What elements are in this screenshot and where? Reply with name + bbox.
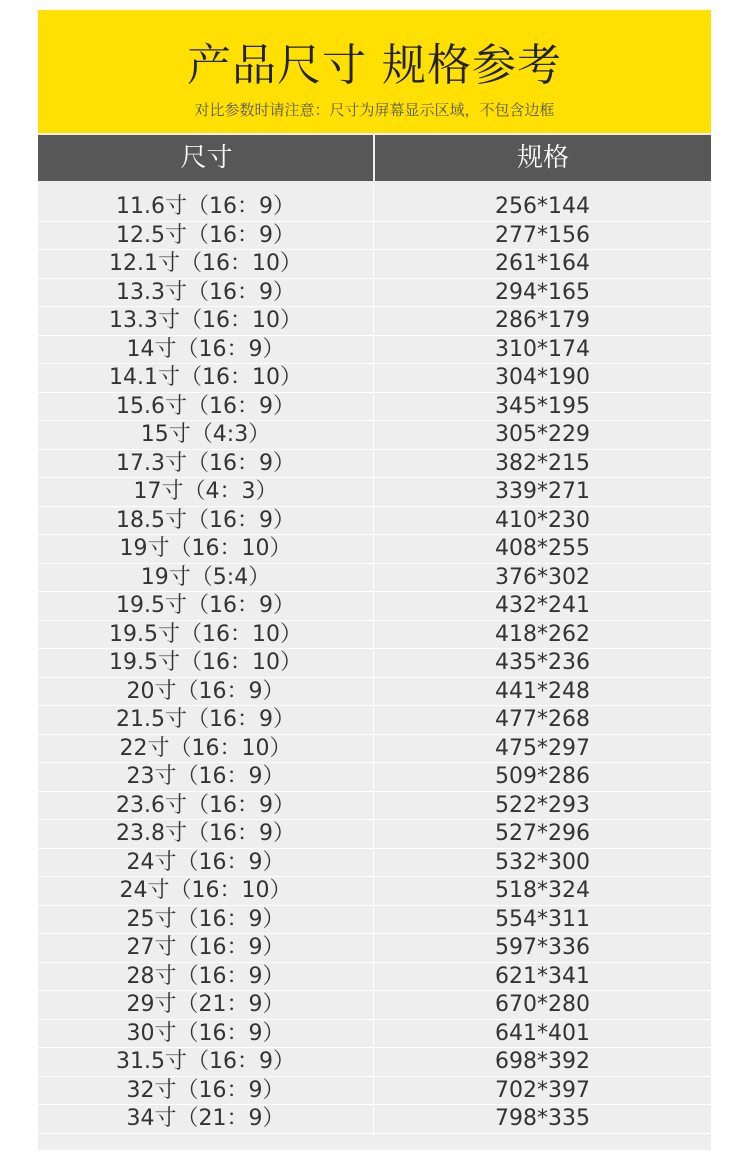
cell-size: 23.8寸（16：9） xyxy=(116,821,295,846)
cell-size: 24寸（16：9） xyxy=(126,849,285,875)
cell-size: 18.5寸（16：9） xyxy=(116,507,295,533)
cell-spec: 518*324 xyxy=(495,878,590,903)
table-row xyxy=(38,478,711,507)
table-row xyxy=(38,763,711,792)
cell-spec: 441*248 xyxy=(495,678,590,704)
cell-size: 23寸（16：9） xyxy=(126,764,285,789)
cell-size: 12.5寸（16：9） xyxy=(116,222,295,248)
column-header-spec: 规格 xyxy=(516,143,569,173)
table-row xyxy=(38,877,711,906)
cell-spec: 305*229 xyxy=(495,422,590,447)
table-row xyxy=(38,906,711,935)
table-row xyxy=(38,307,711,336)
cell-spec: 304*190 xyxy=(495,365,590,390)
table-row xyxy=(38,820,711,849)
cell-size: 28寸（16：9） xyxy=(126,963,285,989)
cell-size: 13.3寸（16：10） xyxy=(109,308,302,333)
table-row xyxy=(38,450,711,479)
cell-size: 11.6寸（16：9） xyxy=(116,194,295,219)
table-row xyxy=(38,535,711,564)
cell-spec: 641*401 xyxy=(495,1020,590,1046)
cell-size: 14.1寸（16：10） xyxy=(109,365,302,390)
cell-spec: 597*336 xyxy=(495,935,590,960)
cell-size: 19寸（5:4） xyxy=(140,564,271,590)
cell-size: 23.6寸（16：9） xyxy=(116,792,295,818)
cell-spec: 261*164 xyxy=(495,251,590,276)
cell-size: 19.5寸（16：10） xyxy=(109,621,302,647)
cell-spec: 435*236 xyxy=(495,650,590,675)
cell-size: 17.3寸（16：9） xyxy=(116,450,295,476)
cell-spec: 432*241 xyxy=(495,593,590,618)
cell-spec: 410*230 xyxy=(495,507,590,533)
table-row xyxy=(38,1077,711,1106)
table-row xyxy=(38,507,711,536)
table-row xyxy=(38,1020,711,1049)
cell-spec: 382*215 xyxy=(495,450,590,476)
table-row xyxy=(38,336,711,365)
table-row xyxy=(38,934,711,963)
table-row xyxy=(38,735,711,764)
table-row xyxy=(38,621,711,650)
cell-spec: 475*297 xyxy=(495,735,590,761)
cell-size: 29寸（21：9） xyxy=(126,992,285,1017)
table-row xyxy=(38,564,711,593)
cell-spec: 509*286 xyxy=(495,764,590,789)
table-row xyxy=(38,706,711,735)
cell-spec: 477*268 xyxy=(495,707,590,732)
page-title: 产品尺寸 规格参考 xyxy=(187,40,562,91)
table-row xyxy=(38,849,711,878)
table-body xyxy=(38,186,711,1136)
cell-spec: 702*397 xyxy=(495,1077,590,1103)
cell-size: 34寸（21：9） xyxy=(126,1106,285,1131)
cell-size: 27寸（16：9） xyxy=(126,935,285,960)
cell-size: 24寸（16：10） xyxy=(119,878,292,903)
table-row xyxy=(38,963,711,992)
table-header xyxy=(38,135,711,181)
table-row xyxy=(38,792,711,821)
cell-spec: 532*300 xyxy=(495,849,590,875)
cell-size: 30寸（16：9） xyxy=(126,1020,285,1046)
cell-size: 22寸（16：10） xyxy=(119,735,292,761)
table-row xyxy=(38,193,711,222)
table-row xyxy=(38,393,711,422)
cell-size: 21.5寸（16：9） xyxy=(116,707,295,732)
cell-spec: 527*296 xyxy=(495,821,590,846)
cell-spec: 294*165 xyxy=(495,279,590,305)
table-row xyxy=(38,279,711,308)
cell-spec: 310*174 xyxy=(495,336,590,362)
cell-spec: 621*341 xyxy=(495,963,590,989)
cell-size: 25寸（16：9） xyxy=(126,906,285,932)
table-row xyxy=(38,250,711,279)
table-row xyxy=(38,1048,711,1077)
cell-spec: 554*311 xyxy=(495,906,590,932)
cell-size: 32寸（16：9） xyxy=(126,1077,285,1103)
cell-size: 19.5寸（16：10） xyxy=(109,650,302,675)
cell-spec: 277*156 xyxy=(495,222,590,248)
column-header-size: 尺寸 xyxy=(180,143,233,173)
cell-size: 15.6寸（16：9） xyxy=(116,393,295,419)
cell-spec: 286*179 xyxy=(495,308,590,333)
cell-spec: 408*255 xyxy=(495,536,590,561)
cell-size: 20寸（16：9） xyxy=(126,678,285,704)
table-rows xyxy=(38,193,711,1134)
cell-size: 17寸（4：3） xyxy=(133,479,278,504)
cell-size: 13.3寸（16：9） xyxy=(116,279,295,305)
cell-spec: 256*144 xyxy=(495,194,590,219)
table-row xyxy=(38,991,711,1020)
cell-spec: 798*335 xyxy=(495,1106,590,1131)
cell-spec: 418*262 xyxy=(495,621,590,647)
cell-size: 19.5寸（16：9） xyxy=(116,593,295,618)
cell-spec: 376*302 xyxy=(495,564,590,590)
table-row xyxy=(38,649,711,678)
cell-size: 19寸（16：10） xyxy=(119,536,292,561)
cell-spec: 339*271 xyxy=(495,479,590,504)
table-row xyxy=(38,222,711,251)
table-row xyxy=(38,678,711,707)
cell-size: 12.1寸（16：10） xyxy=(109,251,302,276)
cell-size: 15寸（4:3） xyxy=(140,422,271,447)
page-subtitle: 对比参数时请注意：尺寸为屏幕显示区域，不包含边框 xyxy=(194,101,555,119)
table-row xyxy=(38,1105,711,1134)
cell-size: 14寸（16：9） xyxy=(126,336,285,362)
table-row xyxy=(38,592,711,621)
cell-spec: 698*392 xyxy=(495,1049,590,1074)
cell-spec: 522*293 xyxy=(495,792,590,818)
cell-size: 31.5寸（16：9） xyxy=(116,1049,295,1074)
cell-spec: 670*280 xyxy=(495,992,590,1017)
cell-spec: 345*195 xyxy=(495,393,590,419)
page-header xyxy=(38,10,711,133)
table-row xyxy=(38,421,711,450)
table-row xyxy=(38,364,711,393)
